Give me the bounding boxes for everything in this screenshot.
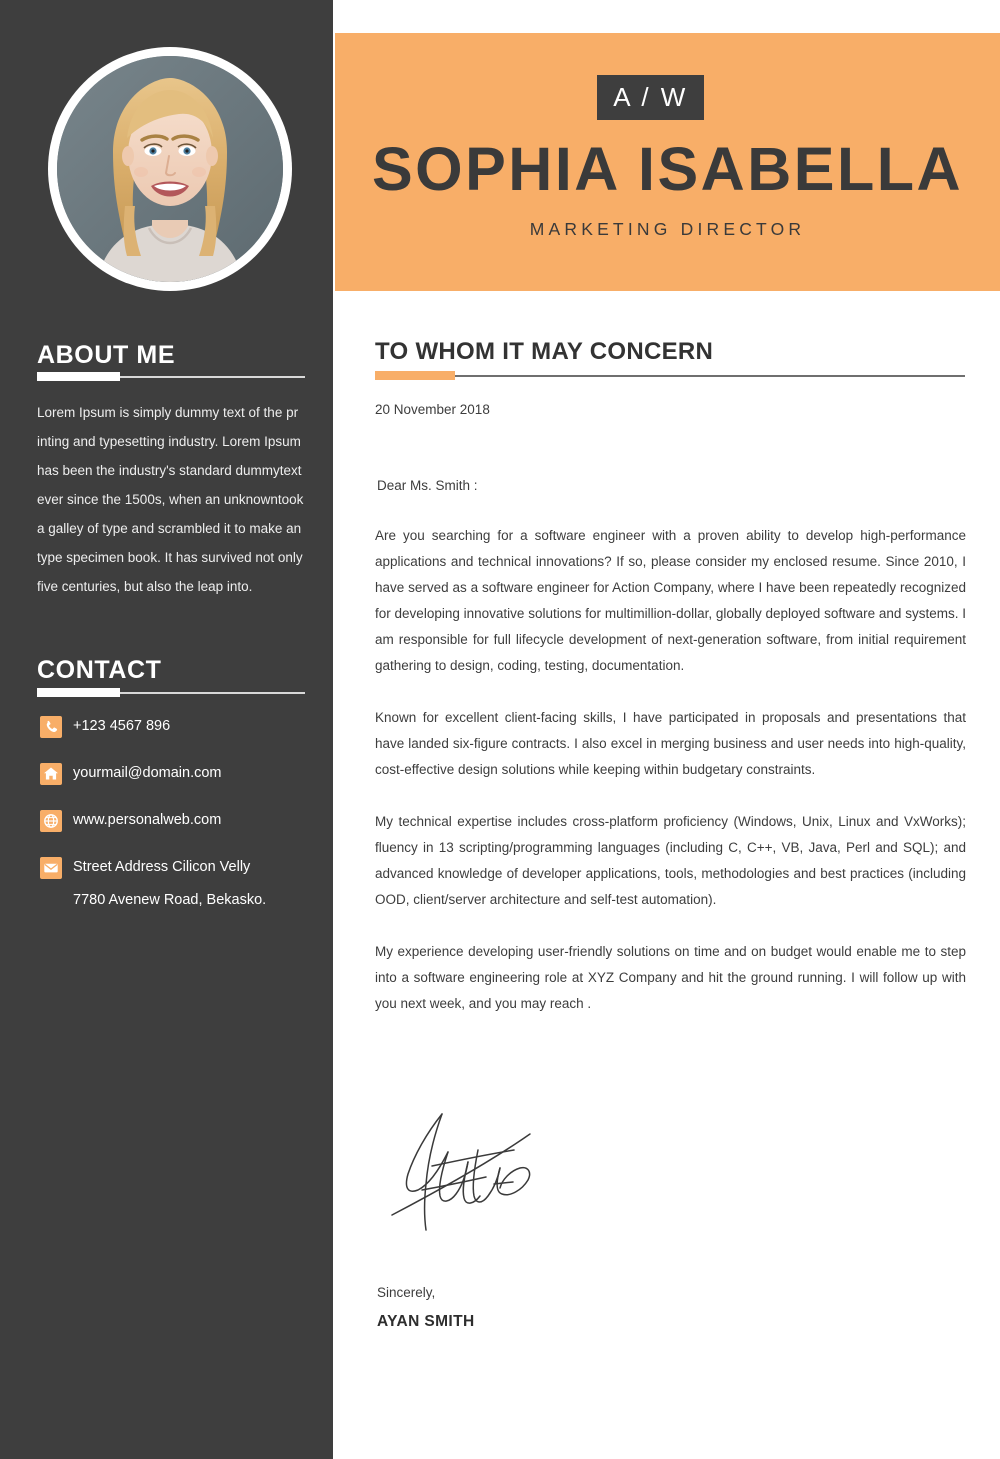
contact-item-email[interactable]	[40, 763, 330, 793]
letter-salutation: Dear Ms. Smith :	[377, 478, 478, 493]
contact-value-address-line2: 7780 Avenew Road, Bekasko.	[73, 892, 267, 908]
contact-value-email: yourmail@domain.com	[73, 765, 222, 781]
contact-item-website[interactable]	[40, 810, 330, 840]
contact-divider	[37, 688, 305, 698]
letter-body	[375, 523, 966, 1017]
letter-paragraph: My experience developing user-friendly solutions on time and on budget would enable me to step into a software engineering role at XYZ Company and hit the ground running. I will follow up with you next week, and you may reach .	[375, 944, 966, 1011]
letter-paragraph: My technical expertise includes cross-platform proficiency (Windows, Unix, Linux and VxWorks); fluency in 13 scripting/programming languages (including C, C++, VB, Java, Perl and SQL); and advanced knowledge of developer applications, tools, methodologies and best practices (including OOD, client/server architecture and self-test automation).	[375, 814, 966, 907]
signature-image	[382, 1098, 557, 1243]
sidebar	[0, 0, 333, 1459]
envelope-icon	[40, 857, 62, 879]
contact-value-address-line1: Street Address Cilicon Velly	[73, 859, 251, 875]
avatar-image	[57, 56, 283, 282]
letter-paragraph: Known for excellent client-facing skills, I have participated in proposals and presentations that have landed six-figure contracts. I also excel in merging business and user needs into high-quality, cost-effective design solutions while keeping within budgetary constraints.	[375, 710, 966, 777]
divider-thin-line	[375, 375, 965, 377]
letter-heading-divider	[375, 371, 965, 381]
handwritten-signature-icon	[382, 1098, 557, 1243]
signer-name: AYAN SMITH	[377, 1313, 475, 1330]
divider-accent-bar	[375, 371, 455, 380]
portrait-illustration	[57, 56, 283, 282]
home-icon	[40, 763, 62, 785]
about-me-divider	[37, 372, 305, 382]
letter-heading: TO WHOM IT MAY CONCERN	[375, 338, 714, 365]
job-title: MARKETING DIRECTOR	[529, 219, 806, 239]
contact-item-phone[interactable]	[40, 716, 330, 746]
phone-icon	[40, 716, 62, 738]
letter-date: 20 November 2018	[375, 402, 490, 417]
contact-heading: CONTACT	[37, 656, 162, 684]
globe-icon	[40, 810, 62, 832]
letter-closing: Sincerely,	[377, 1285, 436, 1300]
contact-item-address[interactable]	[40, 857, 330, 921]
contact-value-phone: +123 4567 896	[73, 718, 171, 734]
divider-accent-bar	[37, 688, 120, 697]
letter-paragraph: Are you searching for a software engineer with a proven ability to develop high-performance applications and technical innovations? If so, please consider my enclosed resume. Since 2010, I have served as a software engineer for Action Company, where I have been repeatedly recognized for developing innovative solutions for multimillion-dollar, globally deployed software and systems. I am responsible for full lifecycle development of next-generation software, from initial requirement gathering to design, coding, testing, documentation.	[375, 528, 966, 673]
page-title: SOPHIA ISABELLA	[371, 135, 964, 203]
header-banner	[335, 33, 1000, 291]
avatar	[48, 47, 292, 291]
monogram-badge: A / W	[597, 75, 704, 120]
contact-value-website: www.personalweb.com	[73, 812, 222, 828]
about-me-heading: ABOUT ME	[37, 341, 176, 369]
divider-accent-bar	[37, 372, 120, 381]
about-me-text: Lorem Ipsum is simply dummy text of the pr inting and typesetting industry. Lorem Ipsum has been the industry's standard dummytext ever since the 1500s, when an unknowntook a galley of type and scrambled it to make an type specimen book. It has survived not only five centuries, but also the leap into.	[37, 405, 304, 594]
